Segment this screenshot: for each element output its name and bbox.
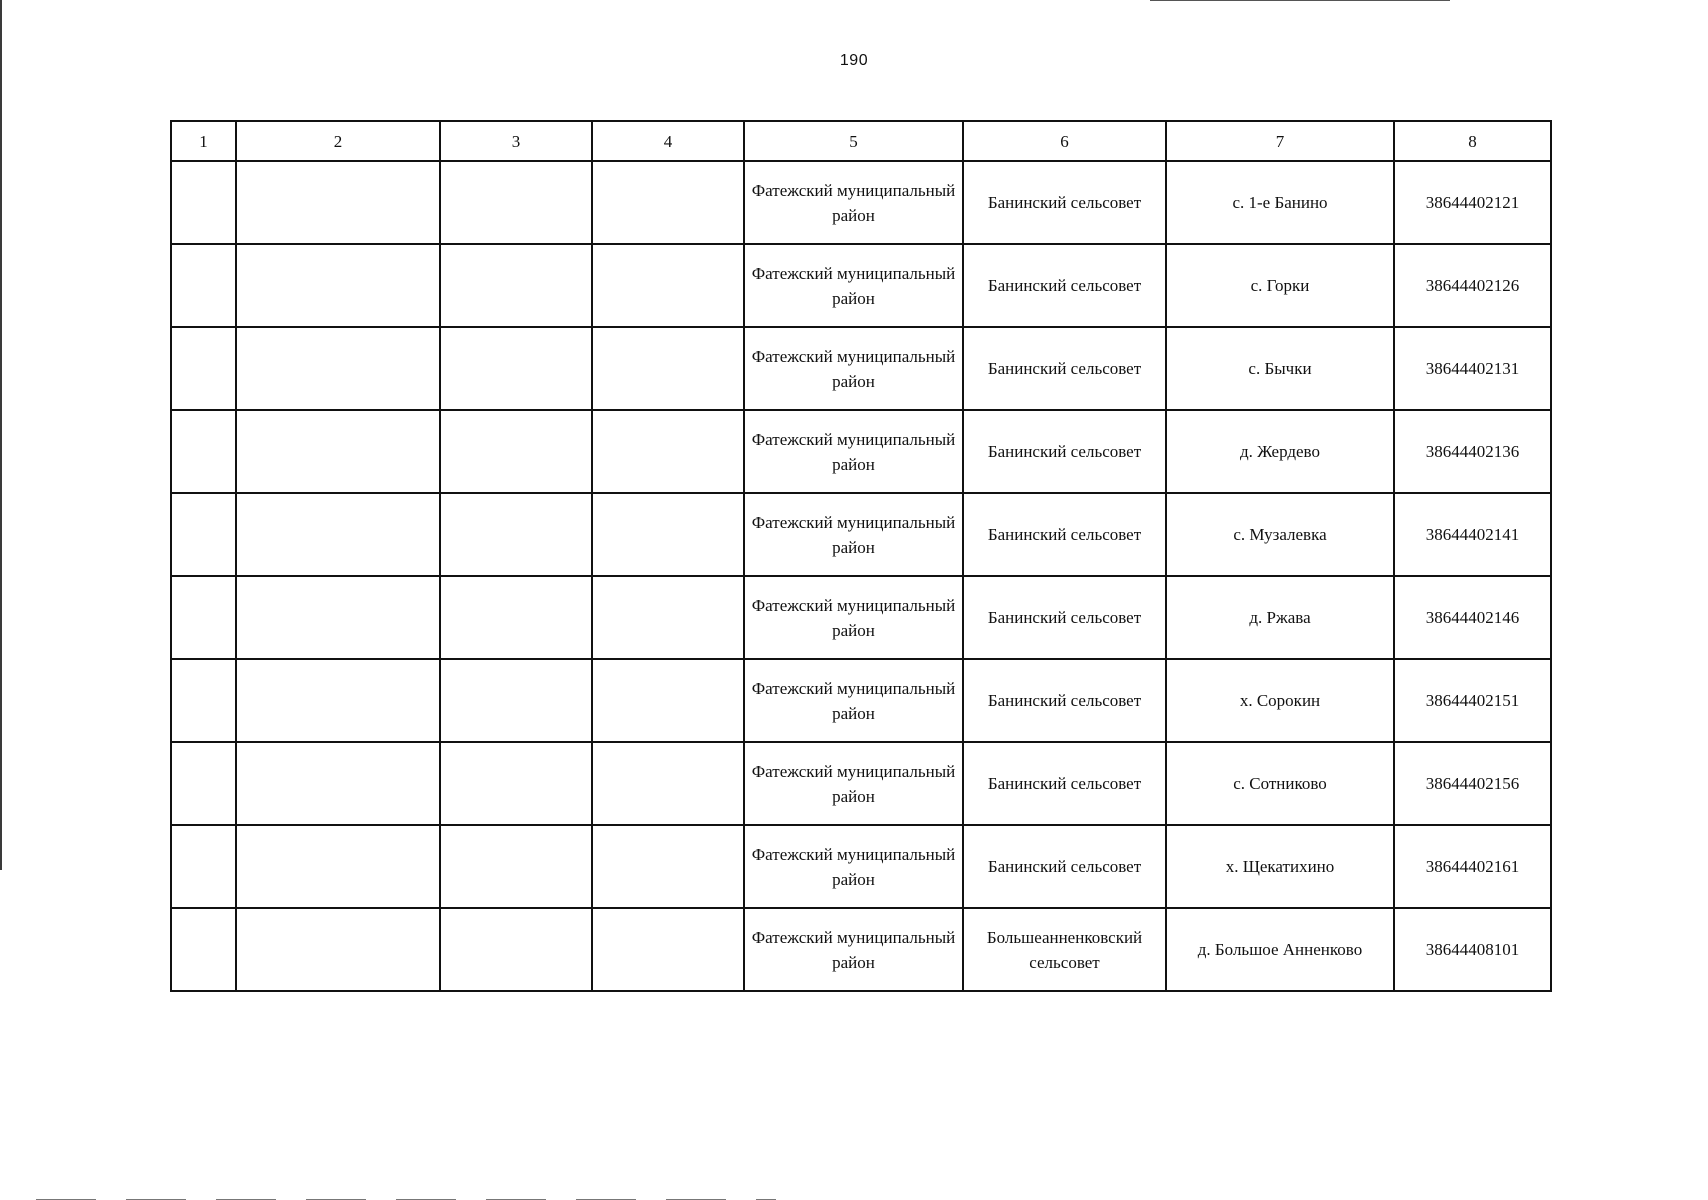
- cell-col2: [236, 410, 440, 493]
- cell-district: Фатежский муниципальный район: [744, 493, 963, 576]
- cell-settlement: х. Щекатихино: [1166, 825, 1394, 908]
- column-header-5: 5: [744, 121, 963, 161]
- table-row: [171, 825, 1551, 908]
- cell-col3: [440, 410, 592, 493]
- cell-district: Фатежский муниципальный район: [744, 659, 963, 742]
- table-row: [171, 493, 1551, 576]
- column-header-4: 4: [592, 121, 744, 161]
- cell-council: Банинский сельсовет: [963, 161, 1166, 244]
- table-row: [171, 908, 1551, 991]
- cell-col2: [236, 659, 440, 742]
- cell-col4: [592, 742, 744, 825]
- cell-col4: [592, 161, 744, 244]
- table-row: [171, 161, 1551, 244]
- cell-col2: [236, 327, 440, 410]
- cell-col1: [171, 742, 236, 825]
- cell-col1: [171, 410, 236, 493]
- cell-code: 38644402146: [1394, 576, 1551, 659]
- cell-col2: [236, 908, 440, 991]
- table-row: [171, 659, 1551, 742]
- cell-district: Фатежский муниципальный район: [744, 576, 963, 659]
- header-row: [171, 121, 1551, 161]
- cell-col1: [171, 244, 236, 327]
- cell-settlement: с. Горки: [1166, 244, 1394, 327]
- cell-council: Банинский сельсовет: [963, 742, 1166, 825]
- cell-col2: [236, 244, 440, 327]
- table-row: [171, 244, 1551, 327]
- column-header-3: 3: [440, 121, 592, 161]
- cell-col3: [440, 576, 592, 659]
- cell-col4: [592, 659, 744, 742]
- cell-code: 38644402121: [1394, 161, 1551, 244]
- scan-edge-left: [0, 0, 2, 870]
- cell-settlement: х. Сорокин: [1166, 659, 1394, 742]
- table-row: [171, 410, 1551, 493]
- cell-col3: [440, 161, 592, 244]
- cell-col3: [440, 742, 592, 825]
- cell-council: Банинский сельсовет: [963, 327, 1166, 410]
- cell-council: Банинский сельсовет: [963, 659, 1166, 742]
- cell-col2: [236, 493, 440, 576]
- cell-col3: [440, 908, 592, 991]
- cell-settlement: д. Жердево: [1166, 410, 1394, 493]
- cell-council: Банинский сельсовет: [963, 493, 1166, 576]
- cell-col1: [171, 576, 236, 659]
- cell-code: 38644402151: [1394, 659, 1551, 742]
- cell-council: Банинский сельсовет: [963, 244, 1166, 327]
- table-row: [171, 742, 1551, 825]
- cell-district: Фатежский муниципальный район: [744, 825, 963, 908]
- cell-district: Фатежский муниципальный район: [744, 742, 963, 825]
- cell-col1: [171, 493, 236, 576]
- cell-col1: [171, 825, 236, 908]
- cell-council: Банинский сельсовет: [963, 410, 1166, 493]
- cell-settlement: д. Большое Анненково: [1166, 908, 1394, 991]
- column-header-2: 2: [236, 121, 440, 161]
- cell-col1: [171, 908, 236, 991]
- cell-district: Фатежский муниципальный район: [744, 244, 963, 327]
- cell-col3: [440, 659, 592, 742]
- cell-col4: [592, 825, 744, 908]
- cell-col2: [236, 825, 440, 908]
- cell-code: 38644402141: [1394, 493, 1551, 576]
- cell-code: 38644402136: [1394, 410, 1551, 493]
- column-header-8: 8: [1394, 121, 1551, 161]
- cell-col2: [236, 161, 440, 244]
- table-row: [171, 327, 1551, 410]
- cell-code: 38644402156: [1394, 742, 1551, 825]
- cell-district: Фатежский муниципальный район: [744, 908, 963, 991]
- cell-settlement: с. 1-е Банино: [1166, 161, 1394, 244]
- cell-code: 38644402131: [1394, 327, 1551, 410]
- cell-code: 38644402161: [1394, 825, 1551, 908]
- cell-settlement: с. Бычки: [1166, 327, 1394, 410]
- settlements-table: [170, 120, 1552, 992]
- cell-col4: [592, 908, 744, 991]
- cell-district: Фатежский муниципальный район: [744, 161, 963, 244]
- cell-col2: [236, 576, 440, 659]
- column-header-1: 1: [171, 121, 236, 161]
- cell-district: Фатежский муниципальный район: [744, 410, 963, 493]
- column-header-7: 7: [1166, 121, 1394, 161]
- cell-col3: [440, 493, 592, 576]
- cell-col1: [171, 659, 236, 742]
- cell-council: Банинский сельсовет: [963, 576, 1166, 659]
- cell-code: 38644402126: [1394, 244, 1551, 327]
- cell-col1: [171, 327, 236, 410]
- cell-council: Большеанненковский сельсовет: [963, 908, 1166, 991]
- cell-col2: [236, 742, 440, 825]
- cell-settlement: с. Сотниково: [1166, 742, 1394, 825]
- cell-col4: [592, 410, 744, 493]
- cell-col4: [592, 244, 744, 327]
- scan-edge-top: [1150, 0, 1450, 1]
- column-header-6: 6: [963, 121, 1166, 161]
- cell-district: Фатежский муниципальный район: [744, 327, 963, 410]
- cell-col1: [171, 161, 236, 244]
- cell-settlement: с. Музалевка: [1166, 493, 1394, 576]
- cell-code: 38644408101: [1394, 908, 1551, 991]
- cell-settlement: д. Ржава: [1166, 576, 1394, 659]
- cell-col3: [440, 244, 592, 327]
- cell-col3: [440, 825, 592, 908]
- table-row: [171, 576, 1551, 659]
- page-number: 190: [839, 52, 869, 69]
- cell-council: Банинский сельсовет: [963, 825, 1166, 908]
- cell-col3: [440, 327, 592, 410]
- cell-col4: [592, 493, 744, 576]
- cell-col4: [592, 327, 744, 410]
- cell-col4: [592, 576, 744, 659]
